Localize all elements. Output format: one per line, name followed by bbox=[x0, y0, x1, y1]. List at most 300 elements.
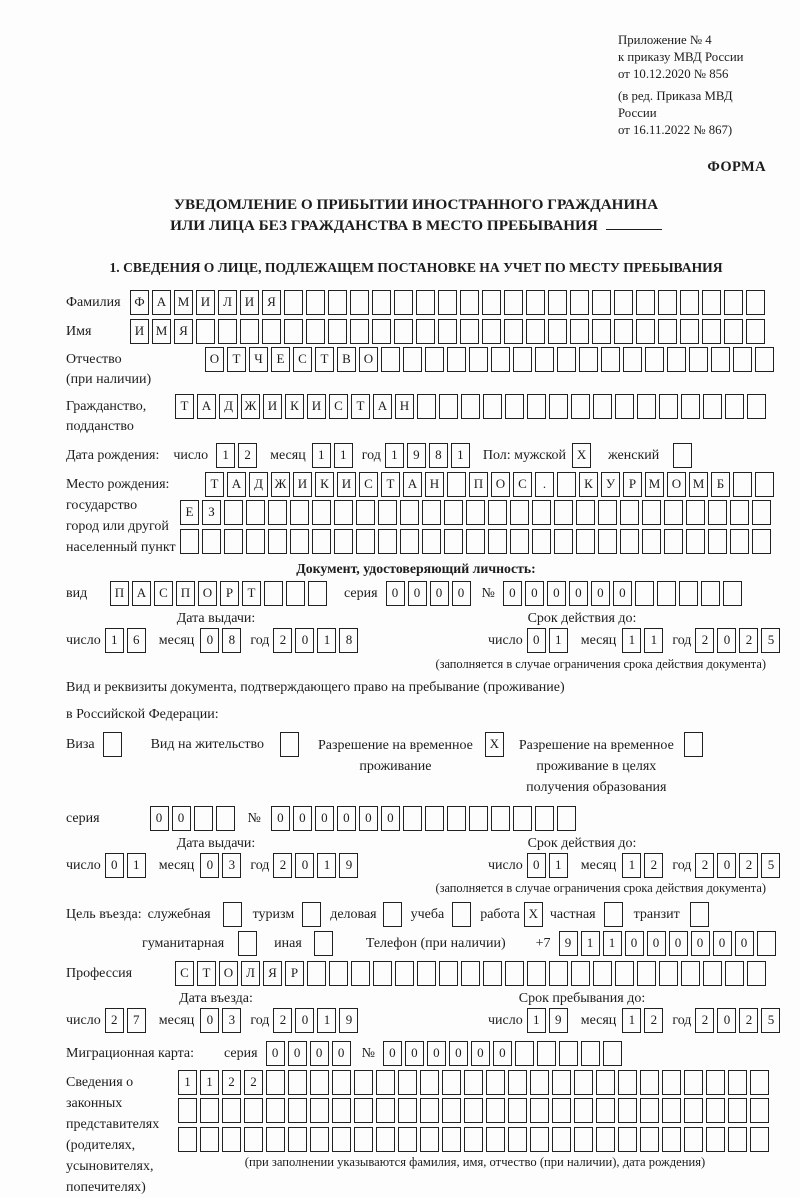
purpose-transit-checkbox-cell-1[interactable] bbox=[690, 902, 709, 927]
representatives-row3-field-cell-3[interactable] bbox=[222, 1127, 241, 1152]
doc-valid-month-field-cell-2[interactable]: 1 bbox=[644, 628, 663, 653]
profession-field-cell-27[interactable] bbox=[747, 961, 766, 986]
representatives-row1-field-cell-4[interactable]: 2 bbox=[244, 1070, 263, 1095]
residence-permit-checkbox-cell-1[interactable] bbox=[280, 732, 299, 757]
birth-place-row2-field-cell-14[interactable] bbox=[466, 500, 485, 525]
permit-number-field-cell-14[interactable] bbox=[557, 806, 576, 831]
representatives-row3-field-cell-16[interactable] bbox=[508, 1127, 527, 1152]
birth-place-row1-field-cell-11[interactable]: Н bbox=[425, 472, 444, 497]
representatives-row3-field-cell-13[interactable] bbox=[442, 1127, 461, 1152]
surname-field-cell-15[interactable] bbox=[438, 290, 457, 315]
citizenship-field-cell-3[interactable]: Д bbox=[219, 394, 238, 419]
doc-kind-field-cell-5[interactable]: О bbox=[198, 581, 217, 606]
name-field-cell-21[interactable] bbox=[570, 319, 589, 344]
patronymic-field-cell-16[interactable] bbox=[535, 347, 554, 372]
profession-field-cell-12[interactable] bbox=[417, 961, 436, 986]
representatives-row2-field-cell-17[interactable] bbox=[530, 1098, 549, 1123]
citizenship-field-cell-5[interactable]: И bbox=[263, 394, 282, 419]
surname-field-cell-8[interactable] bbox=[284, 290, 303, 315]
entry-year-field-cell-2[interactable]: 0 bbox=[295, 1008, 314, 1033]
mig-number-field-cell-9[interactable] bbox=[559, 1041, 578, 1066]
birth-place-row2-field-cell-5[interactable] bbox=[268, 500, 287, 525]
doc-number-field-cell-1[interactable]: 0 bbox=[503, 581, 522, 606]
representatives-row3-field-cell-7[interactable] bbox=[310, 1127, 329, 1152]
surname-field-cell-24[interactable] bbox=[636, 290, 655, 315]
phone-field-cell-3[interactable]: 1 bbox=[603, 931, 622, 956]
permit-number-field-cell-3[interactable]: 0 bbox=[315, 806, 334, 831]
representatives-row3-field-cell-26[interactable] bbox=[728, 1127, 747, 1152]
birth-place-row3-field-cell-14[interactable] bbox=[466, 529, 485, 554]
patronymic-field-cell-26[interactable] bbox=[755, 347, 774, 372]
citizenship-field-cell-4[interactable]: Ж bbox=[241, 394, 260, 419]
birth-place-row1-field-cell-20[interactable]: Р bbox=[623, 472, 642, 497]
doc-series-field-cell-4[interactable]: 0 bbox=[452, 581, 471, 606]
citizenship-field-cell-14[interactable] bbox=[461, 394, 480, 419]
doc-valid-year-field-cell-2[interactable]: 0 bbox=[717, 628, 736, 653]
surname-field-cell-29[interactable] bbox=[746, 290, 765, 315]
phone-field-cell-4[interactable]: 0 bbox=[625, 931, 644, 956]
representatives-row1-field-cell-22[interactable] bbox=[640, 1070, 659, 1095]
representatives-row1-field-cell-15[interactable] bbox=[486, 1070, 505, 1095]
permit-valid-day-field-cell-1[interactable]: 0 bbox=[527, 853, 546, 878]
representatives-row1-field-cell-17[interactable] bbox=[530, 1070, 549, 1095]
doc-issue-month-field-cell-1[interactable]: 0 bbox=[200, 628, 219, 653]
representatives-row2-field-cell-27[interactable] bbox=[750, 1098, 769, 1123]
patronymic-field-cell-12[interactable] bbox=[447, 347, 466, 372]
doc-issue-month-field-cell-2[interactable]: 8 bbox=[222, 628, 241, 653]
representatives-row1-field-cell-16[interactable] bbox=[508, 1070, 527, 1095]
birth-place-row2-field-cell-8[interactable] bbox=[334, 500, 353, 525]
permit-valid-year-field-cell-2[interactable]: 0 bbox=[717, 853, 736, 878]
representatives-row3-field-cell-10[interactable] bbox=[376, 1127, 395, 1152]
surname-field-cell-5[interactable]: Л bbox=[218, 290, 237, 315]
permit-issue-year-field-cell-2[interactable]: 0 bbox=[295, 853, 314, 878]
birth-place-row3-field-cell-12[interactable] bbox=[422, 529, 441, 554]
doc-number-field-cell-6[interactable]: 0 bbox=[613, 581, 632, 606]
name-field-cell-23[interactable] bbox=[614, 319, 633, 344]
permit-valid-month-field-cell-1[interactable]: 1 bbox=[622, 853, 641, 878]
citizenship-field-cell-21[interactable] bbox=[615, 394, 634, 419]
permit-number-field-cell-10[interactable] bbox=[469, 806, 488, 831]
representatives-row1-field-cell-13[interactable] bbox=[442, 1070, 461, 1095]
patronymic-field-cell-18[interactable] bbox=[579, 347, 598, 372]
permit-series-field-cell-4[interactable] bbox=[216, 806, 235, 831]
birth-place-row2-field-cell-12[interactable] bbox=[422, 500, 441, 525]
representatives-row1-field-cell-14[interactable] bbox=[464, 1070, 483, 1095]
entry-year-field-cell-4[interactable]: 9 bbox=[339, 1008, 358, 1033]
doc-number-field-cell-2[interactable]: 0 bbox=[525, 581, 544, 606]
patronymic-field-cell-20[interactable] bbox=[623, 347, 642, 372]
citizenship-field-cell-2[interactable]: А bbox=[197, 394, 216, 419]
doc-kind-field-cell-3[interactable]: С bbox=[154, 581, 173, 606]
mig-number-field-cell-11[interactable] bbox=[603, 1041, 622, 1066]
representatives-row2-field-cell-19[interactable] bbox=[574, 1098, 593, 1123]
phone-field-cell-1[interactable]: 9 bbox=[559, 931, 578, 956]
representatives-row3-field-cell-11[interactable] bbox=[398, 1127, 417, 1152]
entry-day-field-cell-2[interactable]: 7 bbox=[127, 1008, 146, 1033]
birth-year-field-cell-4[interactable]: 1 bbox=[451, 443, 470, 468]
mig-number-field-cell-4[interactable]: 0 bbox=[449, 1041, 468, 1066]
name-field-cell-8[interactable] bbox=[284, 319, 303, 344]
birth-place-row2-field-cell-3[interactable] bbox=[224, 500, 243, 525]
representatives-row2-field-cell-26[interactable] bbox=[728, 1098, 747, 1123]
permit-issue-month-field-cell-1[interactable]: 0 bbox=[200, 853, 219, 878]
birth-place-row2-field-cell-23[interactable] bbox=[664, 500, 683, 525]
permit-valid-year-field-cell-4[interactable]: 5 bbox=[761, 853, 780, 878]
representatives-row3-field-cell-8[interactable] bbox=[332, 1127, 351, 1152]
representatives-row1-field-cell-27[interactable] bbox=[750, 1070, 769, 1095]
permit-series-field-cell-2[interactable]: 0 bbox=[172, 806, 191, 831]
citizenship-field-cell-23[interactable] bbox=[659, 394, 678, 419]
purpose-private-checkbox-cell-1[interactable] bbox=[604, 902, 623, 927]
patronymic-field-cell-5[interactable]: С bbox=[293, 347, 312, 372]
birth-place-row1-field-cell-3[interactable]: Д bbox=[249, 472, 268, 497]
profession-field-cell-2[interactable]: Т bbox=[197, 961, 216, 986]
birth-place-row1-field-cell-23[interactable]: М bbox=[689, 472, 708, 497]
name-field-cell-3[interactable]: Я bbox=[174, 319, 193, 344]
birth-place-row3-field-cell-3[interactable] bbox=[224, 529, 243, 554]
surname-field-cell-9[interactable] bbox=[306, 290, 325, 315]
birth-place-row2-field-cell-9[interactable] bbox=[356, 500, 375, 525]
name-field-cell-15[interactable] bbox=[438, 319, 457, 344]
citizenship-field-cell-17[interactable] bbox=[527, 394, 546, 419]
birth-place-row2-field-cell-2[interactable]: З bbox=[202, 500, 221, 525]
profession-field-cell-13[interactable] bbox=[439, 961, 458, 986]
birth-place-row1-field-cell-12[interactable] bbox=[447, 472, 466, 497]
name-field-cell-14[interactable] bbox=[416, 319, 435, 344]
patronymic-field-cell-4[interactable]: Е bbox=[271, 347, 290, 372]
citizenship-field-cell-20[interactable] bbox=[593, 394, 612, 419]
mig-series-field-cell-1[interactable]: 0 bbox=[266, 1041, 285, 1066]
birth-place-row3-field-cell-25[interactable] bbox=[708, 529, 727, 554]
birth-place-row1-field-cell-2[interactable]: А bbox=[227, 472, 246, 497]
birth-place-row3-field-cell-17[interactable] bbox=[532, 529, 551, 554]
mig-number-field-cell-7[interactable] bbox=[515, 1041, 534, 1066]
surname-field-cell-19[interactable] bbox=[526, 290, 545, 315]
representatives-row3-field-cell-12[interactable] bbox=[420, 1127, 439, 1152]
citizenship-field-cell-9[interactable]: Т bbox=[351, 394, 370, 419]
birth-place-row2-field-cell-26[interactable] bbox=[730, 500, 749, 525]
profession-field-cell-11[interactable] bbox=[395, 961, 414, 986]
citizenship-field-cell-15[interactable] bbox=[483, 394, 502, 419]
birth-place-row2-field-cell-27[interactable] bbox=[752, 500, 771, 525]
name-field-cell-13[interactable] bbox=[394, 319, 413, 344]
temp-residence-edu-checkbox-cell-1[interactable] bbox=[684, 732, 703, 757]
doc-valid-year-field-cell-3[interactable]: 2 bbox=[739, 628, 758, 653]
representatives-row2-field-cell-7[interactable] bbox=[310, 1098, 329, 1123]
citizenship-field-cell-16[interactable] bbox=[505, 394, 524, 419]
purpose-work-checkbox-cell-1[interactable]: X bbox=[524, 902, 543, 927]
citizenship-field-cell-19[interactable] bbox=[571, 394, 590, 419]
representatives-row3-field-cell-9[interactable] bbox=[354, 1127, 373, 1152]
citizenship-field-cell-1[interactable]: Т bbox=[175, 394, 194, 419]
birth-place-row1-field-cell-22[interactable]: О bbox=[667, 472, 686, 497]
patronymic-field-cell-23[interactable] bbox=[689, 347, 708, 372]
name-field-cell-7[interactable] bbox=[262, 319, 281, 344]
purpose-tourism-checkbox-cell-1[interactable] bbox=[302, 902, 321, 927]
profession-field-cell-20[interactable] bbox=[593, 961, 612, 986]
patronymic-field-cell-2[interactable]: Т bbox=[227, 347, 246, 372]
representatives-row2-field-cell-15[interactable] bbox=[486, 1098, 505, 1123]
birth-place-row1-field-cell-16[interactable]: . bbox=[535, 472, 554, 497]
patronymic-field-cell-10[interactable] bbox=[403, 347, 422, 372]
patronymic-field-cell-7[interactable]: В bbox=[337, 347, 356, 372]
profession-field-cell-18[interactable] bbox=[549, 961, 568, 986]
birth-place-row1-field-cell-18[interactable]: К bbox=[579, 472, 598, 497]
doc-issue-year-field-cell-4[interactable]: 8 bbox=[339, 628, 358, 653]
representatives-row2-field-cell-4[interactable] bbox=[244, 1098, 263, 1123]
permit-issue-year-field-cell-4[interactable]: 9 bbox=[339, 853, 358, 878]
citizenship-field-cell-26[interactable] bbox=[725, 394, 744, 419]
permit-valid-month-field-cell-2[interactable]: 2 bbox=[644, 853, 663, 878]
birth-place-row3-field-cell-23[interactable] bbox=[664, 529, 683, 554]
name-field-cell-1[interactable]: И bbox=[130, 319, 149, 344]
permit-number-field-cell-13[interactable] bbox=[535, 806, 554, 831]
profession-field-cell-8[interactable] bbox=[329, 961, 348, 986]
mig-number-field-cell-8[interactable] bbox=[537, 1041, 556, 1066]
doc-issue-year-field-cell-1[interactable]: 2 bbox=[273, 628, 292, 653]
birth-place-row1-field-cell-8[interactable]: С bbox=[359, 472, 378, 497]
permit-number-field-cell-11[interactable] bbox=[491, 806, 510, 831]
stay-year-field-cell-3[interactable]: 2 bbox=[739, 1008, 758, 1033]
birth-day-field-cell-2[interactable]: 2 bbox=[238, 443, 257, 468]
citizenship-field-cell-27[interactable] bbox=[747, 394, 766, 419]
birth-place-row3-field-cell-4[interactable] bbox=[246, 529, 265, 554]
citizenship-field-cell-24[interactable] bbox=[681, 394, 700, 419]
surname-field-cell-12[interactable] bbox=[372, 290, 391, 315]
surname-field-cell-10[interactable] bbox=[328, 290, 347, 315]
birth-place-row2-field-cell-18[interactable] bbox=[554, 500, 573, 525]
representatives-row1-field-cell-10[interactable] bbox=[376, 1070, 395, 1095]
representatives-row1-field-cell-19[interactable] bbox=[574, 1070, 593, 1095]
doc-series-field-cell-1[interactable]: 0 bbox=[386, 581, 405, 606]
representatives-row1-field-cell-20[interactable] bbox=[596, 1070, 615, 1095]
name-field-cell-20[interactable] bbox=[548, 319, 567, 344]
citizenship-field-cell-12[interactable] bbox=[417, 394, 436, 419]
stay-month-field-cell-2[interactable]: 2 bbox=[644, 1008, 663, 1033]
representatives-row2-field-cell-1[interactable] bbox=[178, 1098, 197, 1123]
name-field-cell-2[interactable]: М bbox=[152, 319, 171, 344]
birth-place-row2-field-cell-7[interactable] bbox=[312, 500, 331, 525]
representatives-row2-field-cell-9[interactable] bbox=[354, 1098, 373, 1123]
representatives-row2-field-cell-12[interactable] bbox=[420, 1098, 439, 1123]
temp-residence-checkbox-cell-1[interactable]: X bbox=[485, 732, 504, 757]
birth-place-row1-field-cell-25[interactable] bbox=[733, 472, 752, 497]
doc-kind-field-cell-2[interactable]: А bbox=[132, 581, 151, 606]
representatives-row2-field-cell-13[interactable] bbox=[442, 1098, 461, 1123]
birth-place-row2-field-cell-24[interactable] bbox=[686, 500, 705, 525]
birth-place-row3-field-cell-10[interactable] bbox=[378, 529, 397, 554]
surname-field-cell-11[interactable] bbox=[350, 290, 369, 315]
stay-day-field-cell-2[interactable]: 9 bbox=[549, 1008, 568, 1033]
birth-place-row3-field-cell-6[interactable] bbox=[290, 529, 309, 554]
birth-place-row1-field-cell-7[interactable]: И bbox=[337, 472, 356, 497]
birth-place-row1-field-cell-24[interactable]: Б bbox=[711, 472, 730, 497]
representatives-row3-field-cell-21[interactable] bbox=[618, 1127, 637, 1152]
stay-year-field-cell-2[interactable]: 0 bbox=[717, 1008, 736, 1033]
surname-field-cell-14[interactable] bbox=[416, 290, 435, 315]
birth-place-row1-field-cell-21[interactable]: М bbox=[645, 472, 664, 497]
patronymic-field-cell-24[interactable] bbox=[711, 347, 730, 372]
representatives-row1-field-cell-21[interactable] bbox=[618, 1070, 637, 1095]
birth-place-row2-field-cell-13[interactable] bbox=[444, 500, 463, 525]
birth-place-row2-field-cell-20[interactable] bbox=[598, 500, 617, 525]
mig-number-field-cell-5[interactable]: 0 bbox=[471, 1041, 490, 1066]
representatives-row3-field-cell-22[interactable] bbox=[640, 1127, 659, 1152]
surname-field-cell-18[interactable] bbox=[504, 290, 523, 315]
representatives-row2-field-cell-22[interactable] bbox=[640, 1098, 659, 1123]
surname-field-cell-27[interactable] bbox=[702, 290, 721, 315]
representatives-row2-field-cell-21[interactable] bbox=[618, 1098, 637, 1123]
sex-female-checkbox-cell-1[interactable] bbox=[673, 443, 692, 468]
profession-field-cell-25[interactable] bbox=[703, 961, 722, 986]
surname-field-cell-23[interactable] bbox=[614, 290, 633, 315]
profession-field-cell-17[interactable] bbox=[527, 961, 546, 986]
birth-place-row3-field-cell-21[interactable] bbox=[620, 529, 639, 554]
birth-place-row1-field-cell-19[interactable]: У bbox=[601, 472, 620, 497]
doc-number-field-cell-11[interactable] bbox=[723, 581, 742, 606]
doc-valid-year-field-cell-1[interactable]: 2 bbox=[695, 628, 714, 653]
citizenship-field-cell-13[interactable] bbox=[439, 394, 458, 419]
surname-field-cell-17[interactable] bbox=[482, 290, 501, 315]
profession-field-cell-3[interactable]: О bbox=[219, 961, 238, 986]
birth-place-row3-field-cell-13[interactable] bbox=[444, 529, 463, 554]
name-field-cell-22[interactable] bbox=[592, 319, 611, 344]
representatives-row2-field-cell-18[interactable] bbox=[552, 1098, 571, 1123]
mig-number-field-cell-2[interactable]: 0 bbox=[405, 1041, 424, 1066]
surname-field-cell-3[interactable]: М bbox=[174, 290, 193, 315]
mig-number-field-cell-3[interactable]: 0 bbox=[427, 1041, 446, 1066]
name-field-cell-17[interactable] bbox=[482, 319, 501, 344]
representatives-row3-field-cell-2[interactable] bbox=[200, 1127, 219, 1152]
name-field-cell-18[interactable] bbox=[504, 319, 523, 344]
mig-number-field-cell-10[interactable] bbox=[581, 1041, 600, 1066]
birth-place-row2-field-cell-15[interactable] bbox=[488, 500, 507, 525]
entry-year-field-cell-3[interactable]: 1 bbox=[317, 1008, 336, 1033]
doc-valid-month-field-cell-1[interactable]: 1 bbox=[622, 628, 641, 653]
representatives-row2-field-cell-14[interactable] bbox=[464, 1098, 483, 1123]
name-field-cell-28[interactable] bbox=[724, 319, 743, 344]
permit-number-field-cell-4[interactable]: 0 bbox=[337, 806, 356, 831]
patronymic-field-cell-17[interactable] bbox=[557, 347, 576, 372]
representatives-row2-field-cell-10[interactable] bbox=[376, 1098, 395, 1123]
doc-issue-year-field-cell-2[interactable]: 0 bbox=[295, 628, 314, 653]
name-field-cell-26[interactable] bbox=[680, 319, 699, 344]
permit-issue-month-field-cell-2[interactable]: 3 bbox=[222, 853, 241, 878]
permit-issue-day-field-cell-1[interactable]: 0 bbox=[105, 853, 124, 878]
patronymic-field-cell-13[interactable] bbox=[469, 347, 488, 372]
representatives-row3-field-cell-17[interactable] bbox=[530, 1127, 549, 1152]
birth-year-field-cell-3[interactable]: 8 bbox=[429, 443, 448, 468]
representatives-row2-field-cell-11[interactable] bbox=[398, 1098, 417, 1123]
representatives-row1-field-cell-25[interactable] bbox=[706, 1070, 725, 1095]
name-field-cell-19[interactable] bbox=[526, 319, 545, 344]
surname-field-cell-20[interactable] bbox=[548, 290, 567, 315]
birth-place-row3-field-cell-22[interactable] bbox=[642, 529, 661, 554]
representatives-row3-field-cell-14[interactable] bbox=[464, 1127, 483, 1152]
doc-number-field-cell-5[interactable]: 0 bbox=[591, 581, 610, 606]
phone-field-cell-6[interactable]: 0 bbox=[669, 931, 688, 956]
birth-place-row1-field-cell-26[interactable] bbox=[755, 472, 774, 497]
name-field-cell-12[interactable] bbox=[372, 319, 391, 344]
entry-year-field-cell-1[interactable]: 2 bbox=[273, 1008, 292, 1033]
birth-place-row2-field-cell-17[interactable] bbox=[532, 500, 551, 525]
representatives-row1-field-cell-24[interactable] bbox=[684, 1070, 703, 1095]
entry-day-field-cell-1[interactable]: 2 bbox=[105, 1008, 124, 1033]
doc-issue-day-field-cell-2[interactable]: 6 bbox=[127, 628, 146, 653]
representatives-row3-field-cell-20[interactable] bbox=[596, 1127, 615, 1152]
purpose-other-checkbox-cell-1[interactable] bbox=[314, 931, 333, 956]
birth-place-row1-field-cell-9[interactable]: Т bbox=[381, 472, 400, 497]
birth-place-row2-field-cell-6[interactable] bbox=[290, 500, 309, 525]
representatives-row2-field-cell-20[interactable] bbox=[596, 1098, 615, 1123]
name-field-cell-5[interactable] bbox=[218, 319, 237, 344]
profession-field-cell-21[interactable] bbox=[615, 961, 634, 986]
birth-place-row3-field-cell-24[interactable] bbox=[686, 529, 705, 554]
representatives-row1-field-cell-23[interactable] bbox=[662, 1070, 681, 1095]
birth-year-field-cell-1[interactable]: 1 bbox=[385, 443, 404, 468]
representatives-row2-field-cell-23[interactable] bbox=[662, 1098, 681, 1123]
birth-place-row1-field-cell-6[interactable]: К bbox=[315, 472, 334, 497]
profession-field-cell-24[interactable] bbox=[681, 961, 700, 986]
stay-day-field-cell-1[interactable]: 1 bbox=[527, 1008, 546, 1033]
representatives-row1-field-cell-8[interactable] bbox=[332, 1070, 351, 1095]
birth-place-row1-field-cell-15[interactable]: С bbox=[513, 472, 532, 497]
representatives-row2-field-cell-25[interactable] bbox=[706, 1098, 725, 1123]
visa-checkbox-cell-1[interactable] bbox=[103, 732, 122, 757]
representatives-row1-field-cell-26[interactable] bbox=[728, 1070, 747, 1095]
permit-valid-year-field-cell-3[interactable]: 2 bbox=[739, 853, 758, 878]
entry-month-field-cell-1[interactable]: 0 bbox=[200, 1008, 219, 1033]
stay-year-field-cell-1[interactable]: 2 bbox=[695, 1008, 714, 1033]
mig-series-field-cell-4[interactable]: 0 bbox=[332, 1041, 351, 1066]
mig-number-field-cell-6[interactable]: 0 bbox=[493, 1041, 512, 1066]
doc-kind-field-cell-10[interactable] bbox=[308, 581, 327, 606]
surname-field-cell-28[interactable] bbox=[724, 290, 743, 315]
patronymic-field-cell-19[interactable] bbox=[601, 347, 620, 372]
phone-field-cell-5[interactable]: 0 bbox=[647, 931, 666, 956]
profession-field-cell-22[interactable] bbox=[637, 961, 656, 986]
name-field-cell-4[interactable] bbox=[196, 319, 215, 344]
representatives-row3-field-cell-15[interactable] bbox=[486, 1127, 505, 1152]
doc-number-field-cell-4[interactable]: 0 bbox=[569, 581, 588, 606]
representatives-row2-field-cell-5[interactable] bbox=[266, 1098, 285, 1123]
representatives-row3-field-cell-19[interactable] bbox=[574, 1127, 593, 1152]
doc-number-field-cell-7[interactable] bbox=[635, 581, 654, 606]
representatives-row2-field-cell-24[interactable] bbox=[684, 1098, 703, 1123]
birth-place-row3-field-cell-19[interactable] bbox=[576, 529, 595, 554]
name-field-cell-25[interactable] bbox=[658, 319, 677, 344]
patronymic-field-cell-6[interactable]: Т bbox=[315, 347, 334, 372]
surname-field-cell-4[interactable]: И bbox=[196, 290, 215, 315]
citizenship-field-cell-10[interactable]: А bbox=[373, 394, 392, 419]
representatives-row2-field-cell-3[interactable] bbox=[222, 1098, 241, 1123]
patronymic-field-cell-21[interactable] bbox=[645, 347, 664, 372]
doc-valid-day-field-cell-1[interactable]: 0 bbox=[527, 628, 546, 653]
doc-issue-day-field-cell-1[interactable]: 1 bbox=[105, 628, 124, 653]
birth-place-row3-field-cell-18[interactable] bbox=[554, 529, 573, 554]
permit-number-field-cell-2[interactable]: 0 bbox=[293, 806, 312, 831]
profession-field-cell-14[interactable] bbox=[461, 961, 480, 986]
birth-place-row2-field-cell-1[interactable]: Е bbox=[180, 500, 199, 525]
purpose-official-checkbox-cell-1[interactable] bbox=[223, 902, 242, 927]
name-field-cell-6[interactable] bbox=[240, 319, 259, 344]
permit-issue-year-field-cell-3[interactable]: 1 bbox=[317, 853, 336, 878]
representatives-row3-field-cell-27[interactable] bbox=[750, 1127, 769, 1152]
surname-field-cell-7[interactable]: Я bbox=[262, 290, 281, 315]
permit-number-field-cell-7[interactable] bbox=[403, 806, 422, 831]
doc-kind-field-cell-1[interactable]: П bbox=[110, 581, 129, 606]
